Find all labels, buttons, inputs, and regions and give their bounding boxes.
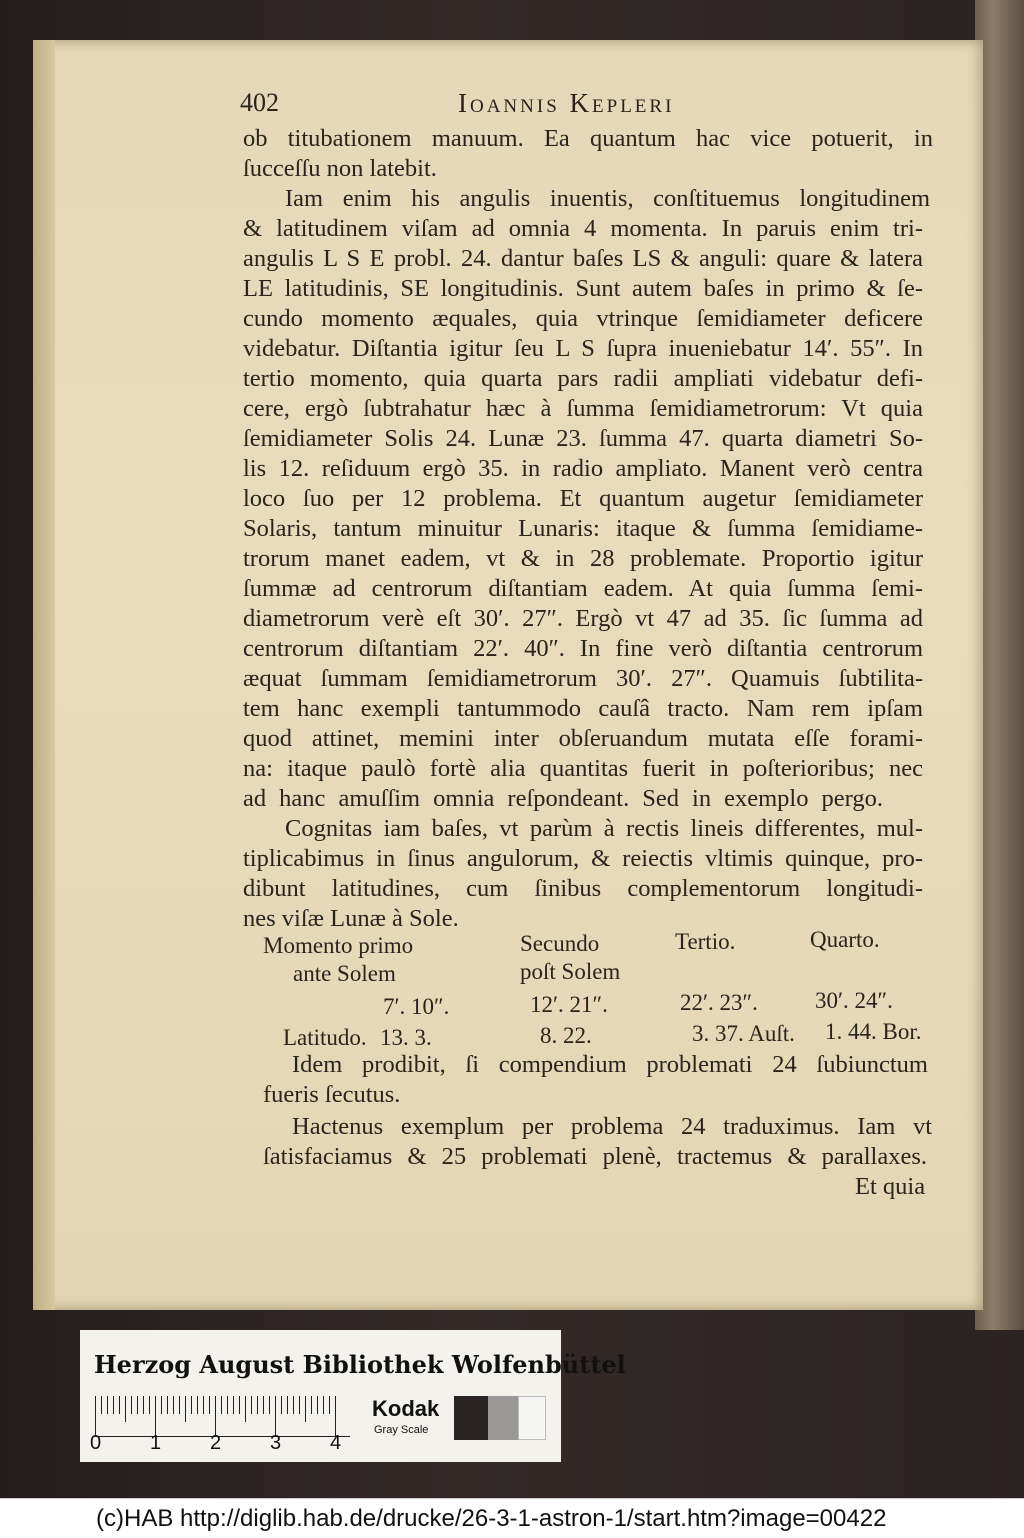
ruler-number: 2 (210, 1432, 222, 1454)
latitude-label: Latitudo. (283, 1025, 367, 1050)
table-header: Momento primo (263, 933, 414, 958)
catchword: Et quia (855, 1173, 926, 1200)
ruler (95, 1396, 350, 1436)
text-line: æquat ſummam ſemidiametrorum 30′. 27″. Quamuis ſubtilita- (243, 665, 923, 692)
text-line: ſummæ ad centrorum diſtantiam eadem. At quia ſumma ſemi- (243, 575, 923, 602)
text-line: ſatisfaciamus & 25 problemati plenè, tractemus & parallaxes. (263, 1143, 927, 1170)
text-line: ſemidiameter Solis 24. Lunæ 23. ſumma 47. quarta diametri So- (243, 425, 923, 452)
table-subheader: poſt Solem (520, 959, 621, 984)
page-gutter (33, 40, 55, 1310)
longitude-cell: 7′. 10″. (383, 994, 450, 1019)
text-line: diametrorum verè eſt 30′. 27″. Ergò vt 47 ad 35. ſic ſumma ad (243, 605, 923, 632)
latitude-cell: 13. 3. (380, 1025, 432, 1050)
text-line: tem hanc exempli tantummodo cauſâ tracto. Nam rem ipſam (243, 695, 923, 722)
text-line: Cognitas iam baſes, vt parùm à rectis lineis differentes, mul- (285, 815, 923, 842)
text-line: lis 12. reſiduum ergò 35. in radio ampliato. Manent verò centra (243, 455, 923, 482)
longitude-cell: 30′. 24″. (815, 988, 893, 1013)
table-subheader: ante Solem (293, 961, 396, 986)
longitude-cell: 12′. 21″. (530, 992, 608, 1017)
copyright-credit: (c)HAB http://diglib.hab.de/drucke/26-3-1-astron-1/start.htm?image=00422 (96, 1505, 887, 1532)
text-line: fueris ſecutus. (263, 1081, 401, 1108)
text-line: & latitudinem viſam ad omnia 4 momenta. In paruis enim tri- (243, 215, 923, 242)
text-line: centrorum diſtantiam 22′. 40″. In fine verò diſtantia centrorum (243, 635, 923, 662)
text-line: na: itaque paulò fortè alia quantitas fuerit in poſterioribus; nec (243, 755, 923, 782)
color-scale-card (80, 1330, 626, 1462)
text-line: cundo momento æquales, quia vtrinque ſemidiameter deficere (243, 305, 923, 332)
page-number: 402 (240, 88, 279, 117)
text-line: nes viſæ Lunæ à Sole. (243, 905, 459, 932)
text-line: trorum manet eadem, vt & in 28 problemate. Proportio igitur (243, 545, 923, 572)
table-header: Quarto. (810, 927, 880, 952)
library-name: Herzog August Bibliothek Wolfenbüttel (94, 1350, 626, 1379)
table-header: Tertio. (675, 929, 736, 954)
ruler-number: 4 (330, 1432, 342, 1454)
text-line: angulis L S E probl. 24. dantur baſes LS & anguli: quare & latera (243, 245, 923, 272)
text-line: cere, ergò ſubtrahatur hæc à ſumma ſemidiametrorum: Vt quia (243, 395, 923, 422)
text-line: Solaris, tantum minuitur Lunaris: itaque & ſumma ſemidiame- (243, 515, 923, 542)
ruler-number: 3 (270, 1432, 282, 1454)
text-line: ad hanc amuſſim omnia reſpondeant. Sed in exemplo pergo. (243, 785, 883, 812)
table-header: Secundo (520, 931, 600, 956)
longitude-cell: 22′. 23″. (680, 990, 758, 1015)
text-line: ſucceſſu non latebit. (243, 155, 437, 182)
latitude-cell: 3. 37. Auſt. (692, 1021, 795, 1046)
text-line: Hactenus exemplum per problema 24 traduximus. Iam vt (292, 1113, 932, 1140)
text-line: dibunt latitudines, cum ſinibus complementorum longitudi- (243, 875, 923, 902)
page-header (240, 88, 930, 124)
kodak-subtitle: Gray Scale (374, 1424, 429, 1436)
ruler-number: 1 (150, 1432, 162, 1454)
kodak-logo: Kodak (372, 1396, 440, 1421)
footer-bar (0, 1498, 1024, 1538)
text-line: LE latitudinis, SE longitudinis. Sunt autem baſes in primo & ſe- (243, 275, 923, 302)
text-line: Idem prodibit, ſi compendium problemati 24 ſubiunctum (292, 1051, 928, 1078)
gray-patch-mid (488, 1396, 518, 1440)
running-title: Ioannis Kepleri (458, 88, 675, 118)
latitude-cell: 1. 44. Bor. (825, 1019, 922, 1044)
ruler-number: 0 (90, 1432, 102, 1454)
text-line: tertio momento, quia quarta pars radii ampliati videbatur defi- (243, 365, 923, 392)
gray-patch-white (518, 1396, 546, 1440)
text-line: ob titubationem manuum. Ea quantum hac vice potuerit, in (243, 125, 933, 152)
text-line: quod attinet, memini inter obſeruandum mutata eſſe forami- (243, 725, 923, 752)
text-line: tiplicabimus in ſinus angulorum, & reiectis vltimis quinque, pro- (243, 845, 923, 872)
text-line: loco ſuo per 12 problema. Et quantum augetur ſemidiameter (243, 485, 923, 512)
text-line: videbatur. Diſtantia igitur ſeu L S ſupra inueniebatur 14′. 55″. In (243, 335, 923, 362)
text-line: Iam enim his angulis inuentis, conſtituemus longitudinem (285, 185, 930, 212)
gray-patch-black (454, 1396, 488, 1440)
latitude-cell: 8. 22. (540, 1023, 592, 1048)
